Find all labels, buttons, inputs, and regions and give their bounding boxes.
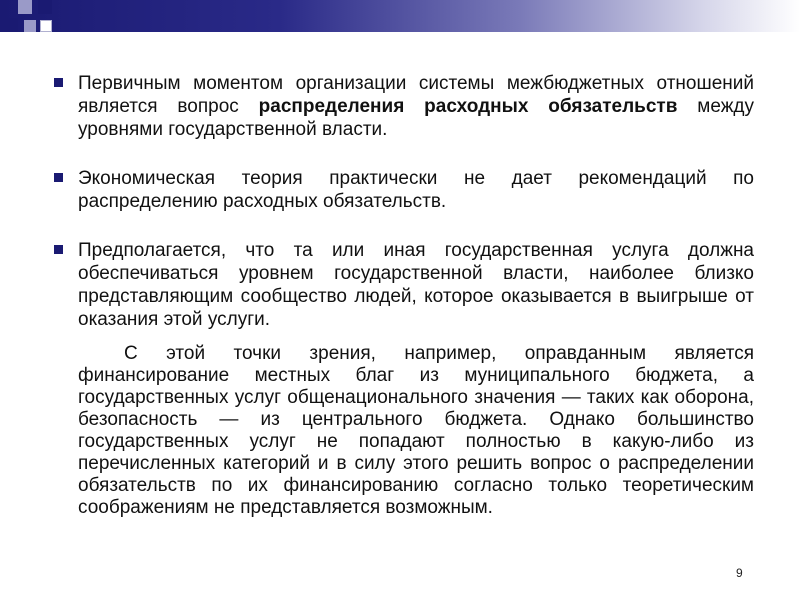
bullet-bold-text: распределения расходных обязательств: [258, 96, 678, 117]
bullet-text-after: между уровнями государственной власти.: [78, 96, 754, 140]
slide-content: [50, 72, 754, 519]
bullet-item: [50, 239, 754, 331]
square-bullet-icon: [54, 78, 63, 87]
bullet-text: Предполагается, что та или иная государственная услуга должна обеспечиваться уровнем государственной власти, наиболее близко представляющим сообщество людей, которое оказывается в выигрыше от оказания этой услуги.: [78, 240, 754, 330]
bullet-text: Первичным моментом организации системы межбюджетных отношений является вопрос: [78, 73, 754, 117]
page-number: 9: [736, 566, 743, 580]
header-gradient-band: [0, 0, 800, 32]
bullet-item: [50, 167, 754, 213]
indented-paragraph: С этой точки зрения, например, оправданным является финансирование местных благ из муниципального бюджета, а государственных услуг общенационального значения — таких как оборона, безопасность — из центрального бюджета. Однако большинство государственных услуг не попадают полностью в какую-либо из перечисленных категорий и в силу этого решить вопрос о распределении обязательств по их финансированию согласно только теоретическим соображениям не представляется возможным.: [78, 343, 754, 518]
bullet-text: Экономическая теория практически не дает рекомендаций по распределению расходных обязательств.: [78, 168, 754, 212]
square-bullet-icon: [54, 173, 63, 182]
square-bullet-icon: [54, 245, 63, 254]
bullet-item: [50, 72, 754, 141]
